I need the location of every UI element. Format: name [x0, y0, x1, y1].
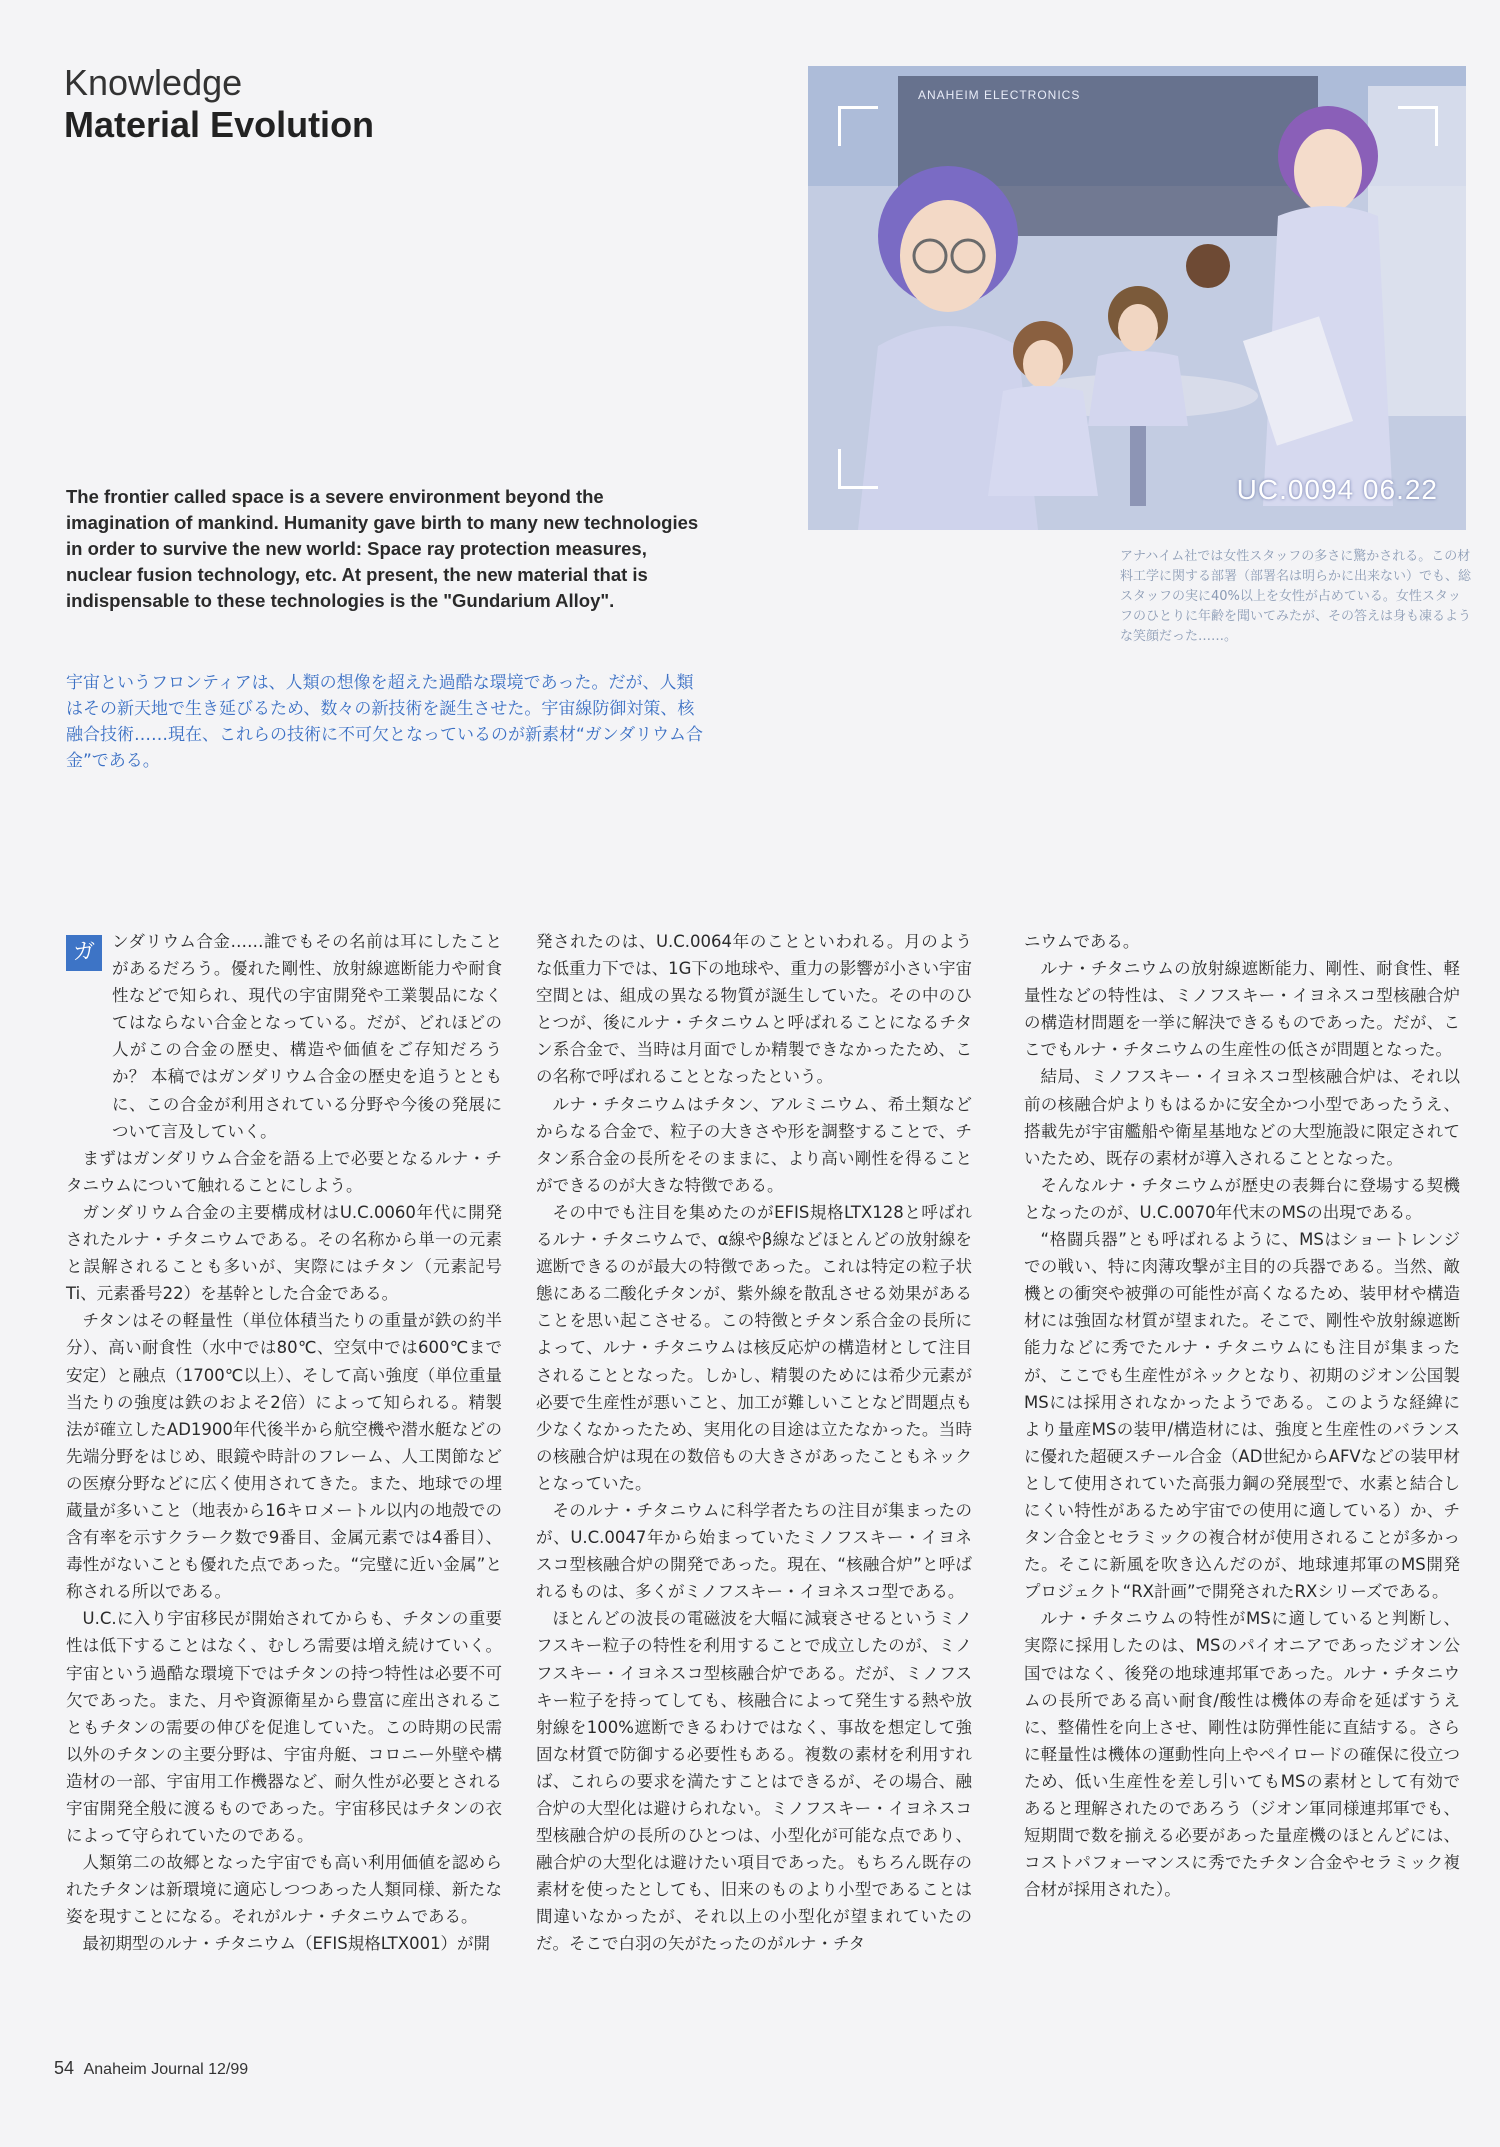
illustration-artwork [808, 66, 1466, 530]
illustration-logo-text: ANAHEIM ELECTRONICS [918, 88, 1081, 102]
title-block [64, 62, 374, 146]
illustration-caption: アナハイム社では女性スタッフの多さに驚かされる。この材料工学に関する部署（部署名は明らかに出来ない）でも、総スタッフの実に40%以上を女性が占めている。女性スタッフのひとりに年齢を聞いてみたが、その答えは身も凍るような笑顔だった……。 [1120, 549, 1472, 644]
paragraph: ガンダリウム合金の主要構成材はU.C.0060年代に開発されたルナ・チタニウムである。その名称から単一の元素と誤解されることも多いが、実際にはチタン（元素記号Ti、元素番号22）を基幹とした合金である。 [66, 1202, 502, 1304]
paragraph: ほとんどの波長の電磁波を大幅に減衰させるというミノフスキー粒子の特性を利用することで成立したのが、ミノフスキー・イヨネスコ型核融合炉である。だが、ミノフスキー粒子を持ってしても、核融合によって発生する熱や放射線を100%遮断できるわけではなく、事故を想定して強固な材質で防御する必要性もある。複数の素材を利用すれば、これらの要求を満たすことはできるが、その場合、融合炉の大型化は避けられない。ミノフスキー・イヨネスコ型核融合炉の長所のひとつは、小型化が可能な点であり、融合炉の大型化は避けたい項目であった。もちろん既存の素材を使ったとしても、旧来のものより小型であることは間違いなかったが、それ以上の小型化が望まれていたのだ。そこで白羽の矢がたったのがルナ・チタ [536, 1609, 972, 1954]
paragraph: 最初期型のルナ・チタニウム（EFIS規格LTX001）が開 [82, 1934, 491, 1954]
article-column-1 [66, 928, 502, 1958]
paragraph: ンダリウム合金……誰でもその名前は耳にしたことがあるだろう。優れた剛性、放射線遮断能力や耐食性などで知られ、現代の宇宙開発や工業製品になくてはならない合金となっている。だが、どれほどの人がこの合金の歴史、構造や価値をご存知だろうか？ 本稿ではガンダリウム合金の歴史を追うとともに、この合金が利用されている分野や今後の発展について言及していく。 [112, 932, 502, 1141]
paragraph: ニウムである。 [1024, 932, 1140, 951]
paragraph: ルナ・チタニウムの放射線遮断能力、剛性、耐食性、軽量性などの特性は、ミノフスキー・イヨネスコ型核融合炉の構造材問題を一挙に解決できるものであった。だが、ここでもルナ・チタニウムの生産性の低さが問題となった。 [1024, 959, 1460, 1060]
paragraph: 発されたのは、U.C.0064年のことといわれる。月のような低重力下では、1G下の地球や、重力の影響が小さい宇宙空間とは、組成の異なる物質が誕生していた。その中のひとつが、後にルナ・チタニウムと呼ばれることになるチタン系合金で、当時は月面でしか精製できなかったため、この名称で呼ばれることとなったという。 [536, 932, 972, 1087]
lead-english: The frontier called space is a severe environment beyond the imagination of mankind. Humanity gave birth to many new technologies in order to survive the new world: Space ray protection measures, nuclear fusion technology, etc. At present, the new material that is indispensable to these technologies is the "Gundarium Alloy". [66, 486, 699, 611]
paragraph: U.C.に入り宇宙移民が開始されてからも、チタンの重要性は低下することはなく、むしろ需要は増え続けていく。宇宙という過酷な環境下ではチタンの持つ特性は必要不可欠であった。また、月や資源衛星から豊富に産出されることもチタンの需要の伸びを促進していた。この時期の民需以外のチタンの主要分野は、宇宙舟艇、コロニー外壁や構造材の一部、宇宙用工作機器など、耐久性が必要とされる宇宙開発全般に渡るものであった。宇宙移民はチタンの衣によって守られていたのである。 [66, 1609, 502, 1846]
paragraph: そのルナ・チタニウムに科学者たちの注目が集まったのが、U.C.0047年から始まっていたミノフスキー・イヨネスコ型核融合炉の開発であった。現在、“核融合炉”と呼ばれるものは、多くがミノフスキー・イヨネスコ型である。 [536, 1500, 972, 1602]
paragraph: そんなルナ・チタニウムが歴史の表舞台に登場する契機となったのが、U.C.0070年代末のMSの出現である。 [1024, 1175, 1460, 1222]
paragraph: ルナ・チタニウムはチタン、アルミニウム、希土類などからなる合金で、粒子の大きさや形を調整することで、チタン系合金の長所をそのままに、より高い剛性を得ることができるのが大きな特徴である。 [536, 1094, 972, 1195]
paragraph: 結局、ミノフスキー・イヨネスコ型核融合炉は、それ以前の核融合炉よりもはるかに安全かつ小型であったうえ、搭載先が宇宙艦船や衛星基地などの大型施設に限定されていたため、既存の素材が導入されることとなった。 [1024, 1067, 1460, 1168]
page-footer [54, 2058, 248, 2079]
publication-name: Anaheim Journal 12/99 [83, 2061, 249, 2078]
illustration [808, 66, 1466, 530]
lead-japanese: 宇宙というフロンティアは、人類の想像を超えた過酷な環境であった。だが、人類はその新天地で生き延びるため、数々の新技術を誕生させた。宇宙線防御対策、核融合技術……現在、これらの技術に不可欠となっているのが新素材“ガンダリウム合金”である。 [66, 673, 703, 771]
paragraph: まずはガンダリウム合金を語る上で必要となるルナ・チタニウムについて触れることにしよう。 [66, 1148, 502, 1195]
article-column-2 [536, 928, 972, 1958]
page-title: Material Evolution [64, 104, 375, 145]
paragraph: その中でも注目を集めたのがEFIS規格LTX128と呼ばれるルナ・チタニウムで、α線やβ線などほとんどの放射線を遮断できるのが最大の特徴であった。これは特定の粒子状態にある二酸化チタンが、紫外線を散乱させる効果があることを思い起こさせる。この特徴とチタン系合金の長所によって、ルナ・チタニウムは核反応炉の構造材として注目されることとなった。しかし、精製のためには希少元素が必要で生産性が悪いこと、加工が難しいことなど問題点も少なくなかったため、実用化の目途は立たなかった。当時の核融合炉は現在の数倍もの大きさがあったこともネックとなっていた。 [536, 1202, 972, 1493]
dropcap: ガ [66, 935, 102, 971]
article-column-3 [1024, 928, 1460, 1903]
page-number: 54 [54, 2058, 75, 2078]
paragraph: チタンはその軽量性（単位体積当たりの重量が鉄の約半分）、高い耐食性（水中では80℃、空気中では600℃まで安定）と融点（1700℃以上）、そして高い強度（単位重量当たりの強度は鉄のおよそ2倍）によって知られる。精製法が確立したAD1900年代後半から航空機や潜水艇などの先端分野をはじめ、眼鏡や時計のフレーム、人工関節などの医療分野などに広く使用されてきた。また、地球での埋蔵量が多いこと（地表から16キロメートル以内の地殻での含有率を示すクラーク数で9番目、金属元素では4番目）、毒性がないことも優れた点であった。“完璧に近い金属”と称される所以である。 [66, 1311, 502, 1602]
illustration-date-stamp: UC.0094 06.22 [1236, 474, 1438, 505]
paragraph: 人類第二の故郷となった宇宙でも高い利用価値を認められたチタンは新環境に適応しつつあった人類同様、新たな姿を現すことになる。それがルナ・チタニウムである。 [66, 1853, 502, 1927]
section-label: Knowledge [64, 62, 243, 103]
paragraph: ルナ・チタニウムの特性がMSに適していると判断し、実際に採用したのは、MSのパイオニアであったジオン公国ではなく、後発の地球連邦軍であった。ルナ・チタニウムの長所である高い耐食/酸性は機体の寿命を延ばすうえに、整備性を向上させ、剛性は防弾性能に直結する。さらに軽量性は機体の運動性向上やペイロードの確保に役立つため、低い生産性を差し引いてもMSの素材として有効であると理解されたのであろう（ジオン軍同様連邦軍でも、短期間で数を揃える必要があった量産機のほとんどには、コストパフォーマンスに秀でたチタン合金やセラミック複合材が採用された）。 [1024, 1609, 1460, 1900]
paragraph: “格闘兵器”とも呼ばれるように、MSはショートレンジでの戦い、特に肉薄攻撃が主目的の兵器である。当然、敵機との衝突や被弾の可能性が高くなるため、装甲材や構造材には強固な材質が望まれた。そこで、剛性や放射線遮断能力などに秀でたルナ・チタニウムにも注目が集まったが、ここでも生産性がネックとなり、初期のジオン公国製MSには採用されなかったようである。このような経緯により量産MSの装甲/構造材には、強度と生産性のバランスに優れた超硬スチール合金（AD世紀からAFVなどの装甲材として使用されていた高張力鋼の発展型で、水素と結合しにくい特性があるため宇宙での使用に適している）か、チタン合金とセラミックの複合材が使用されることが多かった。そこに新風を吹き込んだのが、地球連邦軍のMS開発プロジェクト“RX計画”で開発されたRXシリーズである。 [1024, 1230, 1460, 1602]
